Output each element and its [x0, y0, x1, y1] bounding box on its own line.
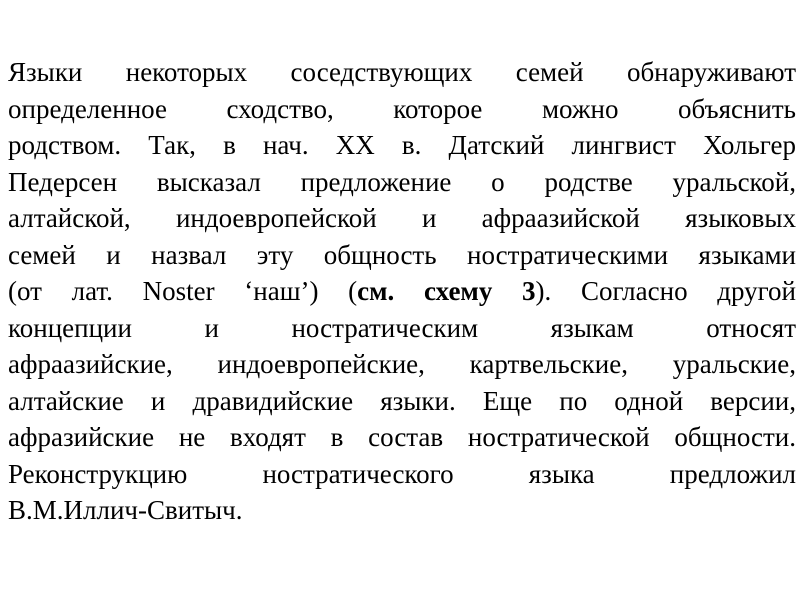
paragraph-line-6: семей и назвал эту общность ностратическими языками [8, 239, 796, 270]
paragraph-line-5: алтайской, индоевропейской и афраазийской языковых [8, 203, 796, 233]
paragraph-line-7 [8, 273, 796, 310]
paragraph-line-11: афразийские не входят в состав ностратической общности. [8, 422, 796, 452]
paragraph-line-8: концепции и ностратическим языкам относят [8, 312, 796, 343]
paragraph-line-9: афраазийские, индоевропейские, картвельские, уральские, [8, 349, 796, 379]
paragraph-line-13: В.М.Иллич-Свитыч. [8, 495, 243, 525]
paragraph-line-2: определенное сходство, которое можно объяснить [8, 93, 796, 124]
paragraph-line-3: родством. Так, в нач. XX в. Датский лингвист Хольгер [8, 130, 796, 160]
body-paragraph [8, 54, 796, 529]
scheme-reference: см. схему 3 [357, 276, 536, 306]
paragraph-line-7-end: ). Согласно другой [535, 276, 796, 306]
paragraph-line-10: алтайские и дравидийские языки. Еще по одной версии, [8, 385, 796, 416]
paragraph-line-4: Педерсен высказал предложение о родстве уральской, [8, 166, 796, 197]
paragraph-line-1: Языки некоторых соседствующих семей обнаруживают [8, 57, 796, 87]
paragraph-line-12: Реконструкцию ностратического языка предложил [8, 458, 796, 489]
paragraph-line-7-start: (от лат. Noster ‘наш’) ( [8, 276, 358, 306]
